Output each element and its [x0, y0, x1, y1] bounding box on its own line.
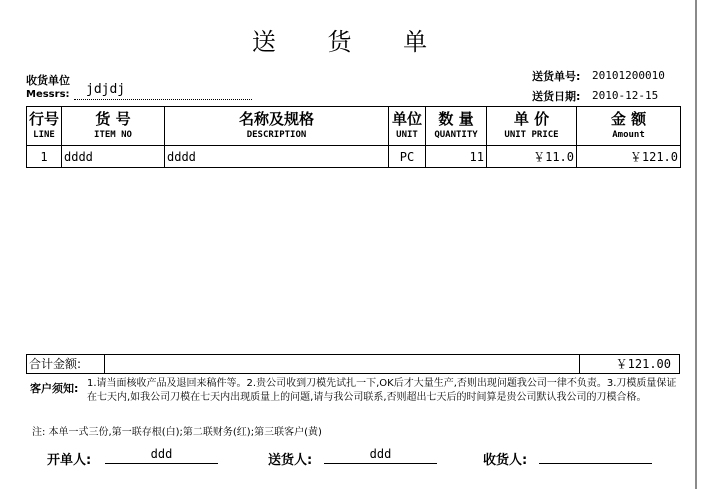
delivery-date-label: 送货日期: [532, 90, 581, 103]
issuer-signature: ddd [105, 447, 218, 464]
receiver-signature [539, 447, 652, 464]
delivery-number-label: 送货单号: [532, 70, 581, 83]
col-header-item-no: 货 号 ITEM NO [62, 107, 165, 146]
total-label: 合计金额: [27, 355, 105, 373]
table-header-row [27, 107, 681, 146]
cell-item-no: dddd [62, 146, 165, 168]
copies-note: 注: 本单一式三份,第一联存根(白);第二联财务(红);第三联客户(黄) [32, 427, 322, 438]
delivery-date-value: 2010-12-15 [592, 89, 659, 102]
deliverer-label: 送货人: [268, 453, 313, 468]
col-header-amount: 金 额 Amount [577, 107, 681, 146]
cell-unit: PC [389, 146, 426, 168]
recipient-value: jdjdj [86, 82, 126, 97]
issuer-label: 开单人: [47, 453, 92, 468]
col-header-line: 行号 LINE [27, 107, 62, 146]
cell-amount: ￥121.0 [577, 146, 681, 168]
notice-label: 客户须知: [30, 382, 79, 395]
col-header-description: 名称及规格 DESCRIPTION [165, 107, 389, 146]
col-header-quantity: 数 量 QUANTITY [426, 107, 487, 146]
col-header-unit: 单位 UNIT [389, 107, 426, 146]
total-divider [579, 355, 580, 373]
window-right-border [695, 0, 697, 489]
cell-unit-price: ￥11.0 [487, 146, 577, 168]
items-table [26, 106, 681, 168]
recipient-field [74, 82, 252, 100]
recipient-label: 收货单位 [26, 74, 70, 87]
total-value: ￥121.00 [615, 357, 671, 371]
total-row [26, 354, 680, 374]
recipient-sublabel: Messrs: [26, 89, 70, 100]
receiver-label: 收货人: [483, 453, 528, 468]
delivery-number-value: 20101200010 [592, 69, 665, 82]
col-header-unit-price: 单 价 UNIT PRICE [487, 107, 577, 146]
cell-description: dddd [165, 146, 389, 168]
notice-text: 1.请当面核收产品及退回来稿件等。2.贵公司收到刀模先试扎一下,OK后才大量生产,否则出现问题我公司一律不负责。3.刀模质量保证在七天内,如我公司刀模在七天内出现质量上的问题,请与我公司联系,否则超出七天后的时间算是贵公司默认我公司的刀模合格。 [87, 378, 677, 403]
cell-quantity: 11 [426, 146, 487, 168]
document-title: 送 货 单 [251, 28, 450, 56]
deliverer-signature: ddd [324, 447, 437, 464]
cell-line: 1 [27, 146, 62, 168]
table-row [27, 146, 681, 168]
